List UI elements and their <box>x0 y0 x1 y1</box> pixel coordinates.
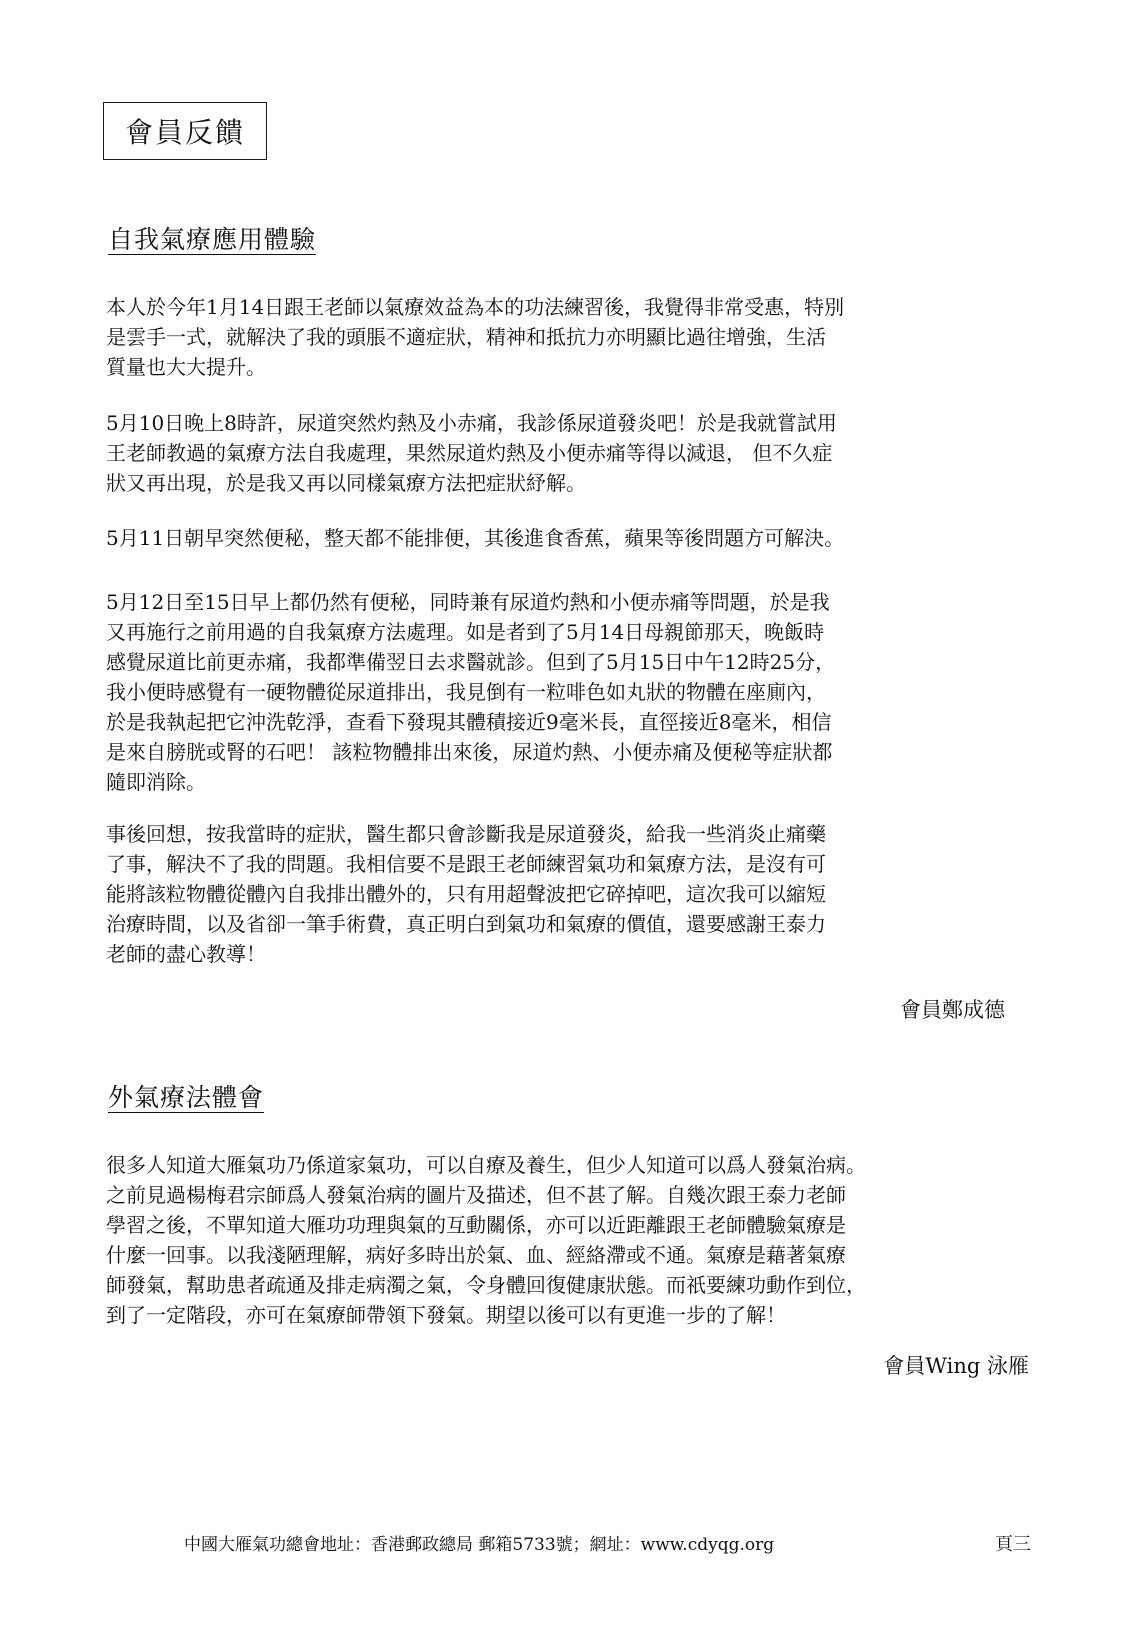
section2-paragraph-1: 很多人知道大雁氣功乃係道家氣功，可以自療及養生，但少人知道可以爲人發氣治病。 之前見過楊梅君宗師爲人發氣治病的圖片及描述，但不甚了解。自幾次跟王泰力老師 學習之後，不單知道大雁功功理與氣的互動關係，亦可以近距離跟王老師體驗氣療是 什麼一回事。以我淺陋理解，病好多時出於氣、血、經絡滯或不通。氣療是藉著氣療 師發氣，幫助患者疏通及排走病濁之氣，令身體回復健康狀態。而祇要練功動作到位， 到了一定階段，亦可在氣療師帶領下發氣。期望以後可以有更進一步的了解！ <box>106 1153 866 1327</box>
section1-paragraph-2: 5月10日晚上8時許，尿道突然灼熱及小赤痛，我診係尿道發炎吧！於是我就嘗試用 王老師教過的氣療方法自我處理，果然尿道灼熱及小便赤痛等得以減退， 但不久症 狀又再出現，於是我又再以同樣氣療方法把症狀紓解。 <box>106 411 837 495</box>
section-heading-external-qi-therapy: 外氣療法體會 <box>108 1083 265 1112</box>
footer-address: 中國大雁氣功總會地址：香港郵政總局 郵箱5733號；網址：www.cdyqg.org <box>184 1535 775 1555</box>
section1-paragraph-1: 本人於今年1月14日跟王老師以氣療效益為本的功法練習後，我覺得非常受惠，特別 是雲手一式，就解決了我的頭脹不適症狀，精神和抵抗力亦明顯比過往增強，生活 質量也大大提升。 <box>106 295 845 379</box>
page-number: 頁三 <box>995 1534 1031 1555</box>
section-heading-self-qi-therapy: 自我氣療應用體驗 <box>108 225 317 254</box>
section1-signature: 會員鄭成德 <box>900 998 1005 1022</box>
section2-signature: 會員Wing 泳雁 <box>883 1354 1029 1378</box>
page-title: 會員反饋 <box>124 116 245 149</box>
page-title-box <box>103 102 267 160</box>
section1-paragraph-3: 5月11日朝早突然便秘，整天都不能排便，其後進食香蕉，蘋果等後問題方可解決。 <box>106 526 845 550</box>
section1-paragraph-4: 5月12日至15日早上都仍然有便秘，同時兼有尿道灼熱和小便赤痛等問題，於是我 又再施行之前用過的自我氣療方法處理。如是者到了5月14日母親節那天，晚飯時 感覺尿道比前更赤痛，我都準備翌日去求醫就診。但到了5月15日中午12時25分， 我小便時感覺有一硬物體從尿道排出，我見倒有一粒啡色如丸狀的物體在座廁內， 於是我執起把它沖洗乾淨，查看下發現其體積接近9毫米長，直徑接近8毫米，相信 是來自膀胱或腎的石吧！ 該粒物體排出來後，尿道灼熱、小便赤痛及便秘等症狀都 隨即消除。 <box>106 590 836 794</box>
section1-paragraph-5: 事後回想，按我當時的症狀，醫生都只會診斷我是尿道發炎，給我一些消炎止痛藥 了事，解決不了我的問題。我相信要不是跟王老師練習氣功和氣療方法，是沒有可 能將該粒物體從體內自我排出體外的，只有用超聲波把它碎掉吧，這次我可以縮短 治療時間，以及省卻一筆手術費，真正明白到氣功和氣療的價值，還要感謝王泰力 老師的盡心教導！ <box>106 822 826 966</box>
